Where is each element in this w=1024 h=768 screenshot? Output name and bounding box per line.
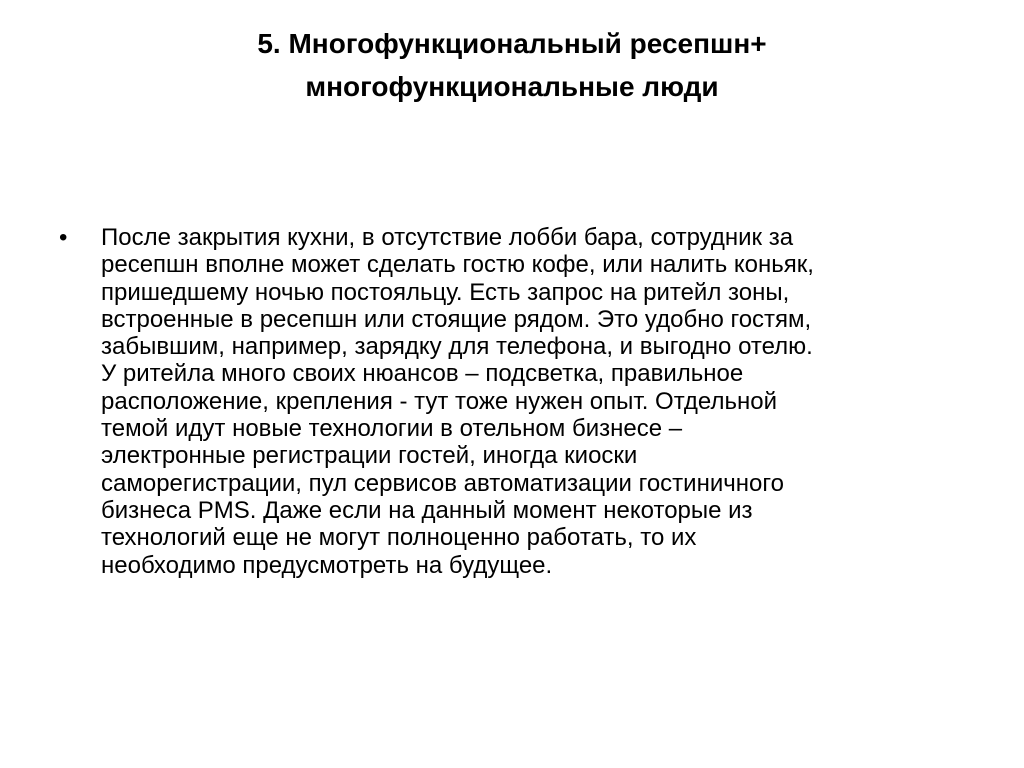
slide-title xyxy=(100,22,924,108)
slide-content xyxy=(55,224,955,579)
body-line-2: ресепшн вполне может сделать гостю кофе, или налить коньяк, xyxy=(101,251,814,279)
title-line-2: многофункциональные люди xyxy=(305,71,719,102)
body-line-11: бизнеса PMS. Даже если на данный момент некоторые из xyxy=(101,496,753,524)
body-line-12: технологий еще не могут полноценно работать, то их xyxy=(101,524,697,552)
bullet-item xyxy=(55,224,955,579)
body-line-9: электронные регистрации гостей, иногда киоски xyxy=(101,442,638,470)
body-line-8: темой идут новые технологии в отельном бизнесе – xyxy=(101,415,683,443)
title-line-1: 5. Многофункциональный ресепшн+ xyxy=(257,28,767,59)
body-line-3: пришедшему ночью постояльцу. Есть запрос на ритейл зоны, xyxy=(101,278,790,306)
body-line-10: саморегистрации, пул сервисов автоматизации гостиничного xyxy=(101,469,784,497)
body-line-13: необходимо предусмотреть на будущее. xyxy=(101,551,553,579)
body-line-7: расположение, крепления - тут тоже нужен опыт. Отдельной xyxy=(101,387,777,415)
bullet-icon: • xyxy=(59,224,68,251)
body-line-1: После закрытия кухни, в отсутствие лобби бара, сотрудник за xyxy=(101,224,794,251)
body-line-6: У ритейла много своих нюансов – подсветка, правильное xyxy=(101,360,744,388)
body-line-5: забывшим, например, зарядку для телефона, и выгодно отелю. xyxy=(101,333,813,361)
body-line-4: встроенные в ресепшн или стоящие рядом. Это удобно гостям, xyxy=(101,305,812,333)
